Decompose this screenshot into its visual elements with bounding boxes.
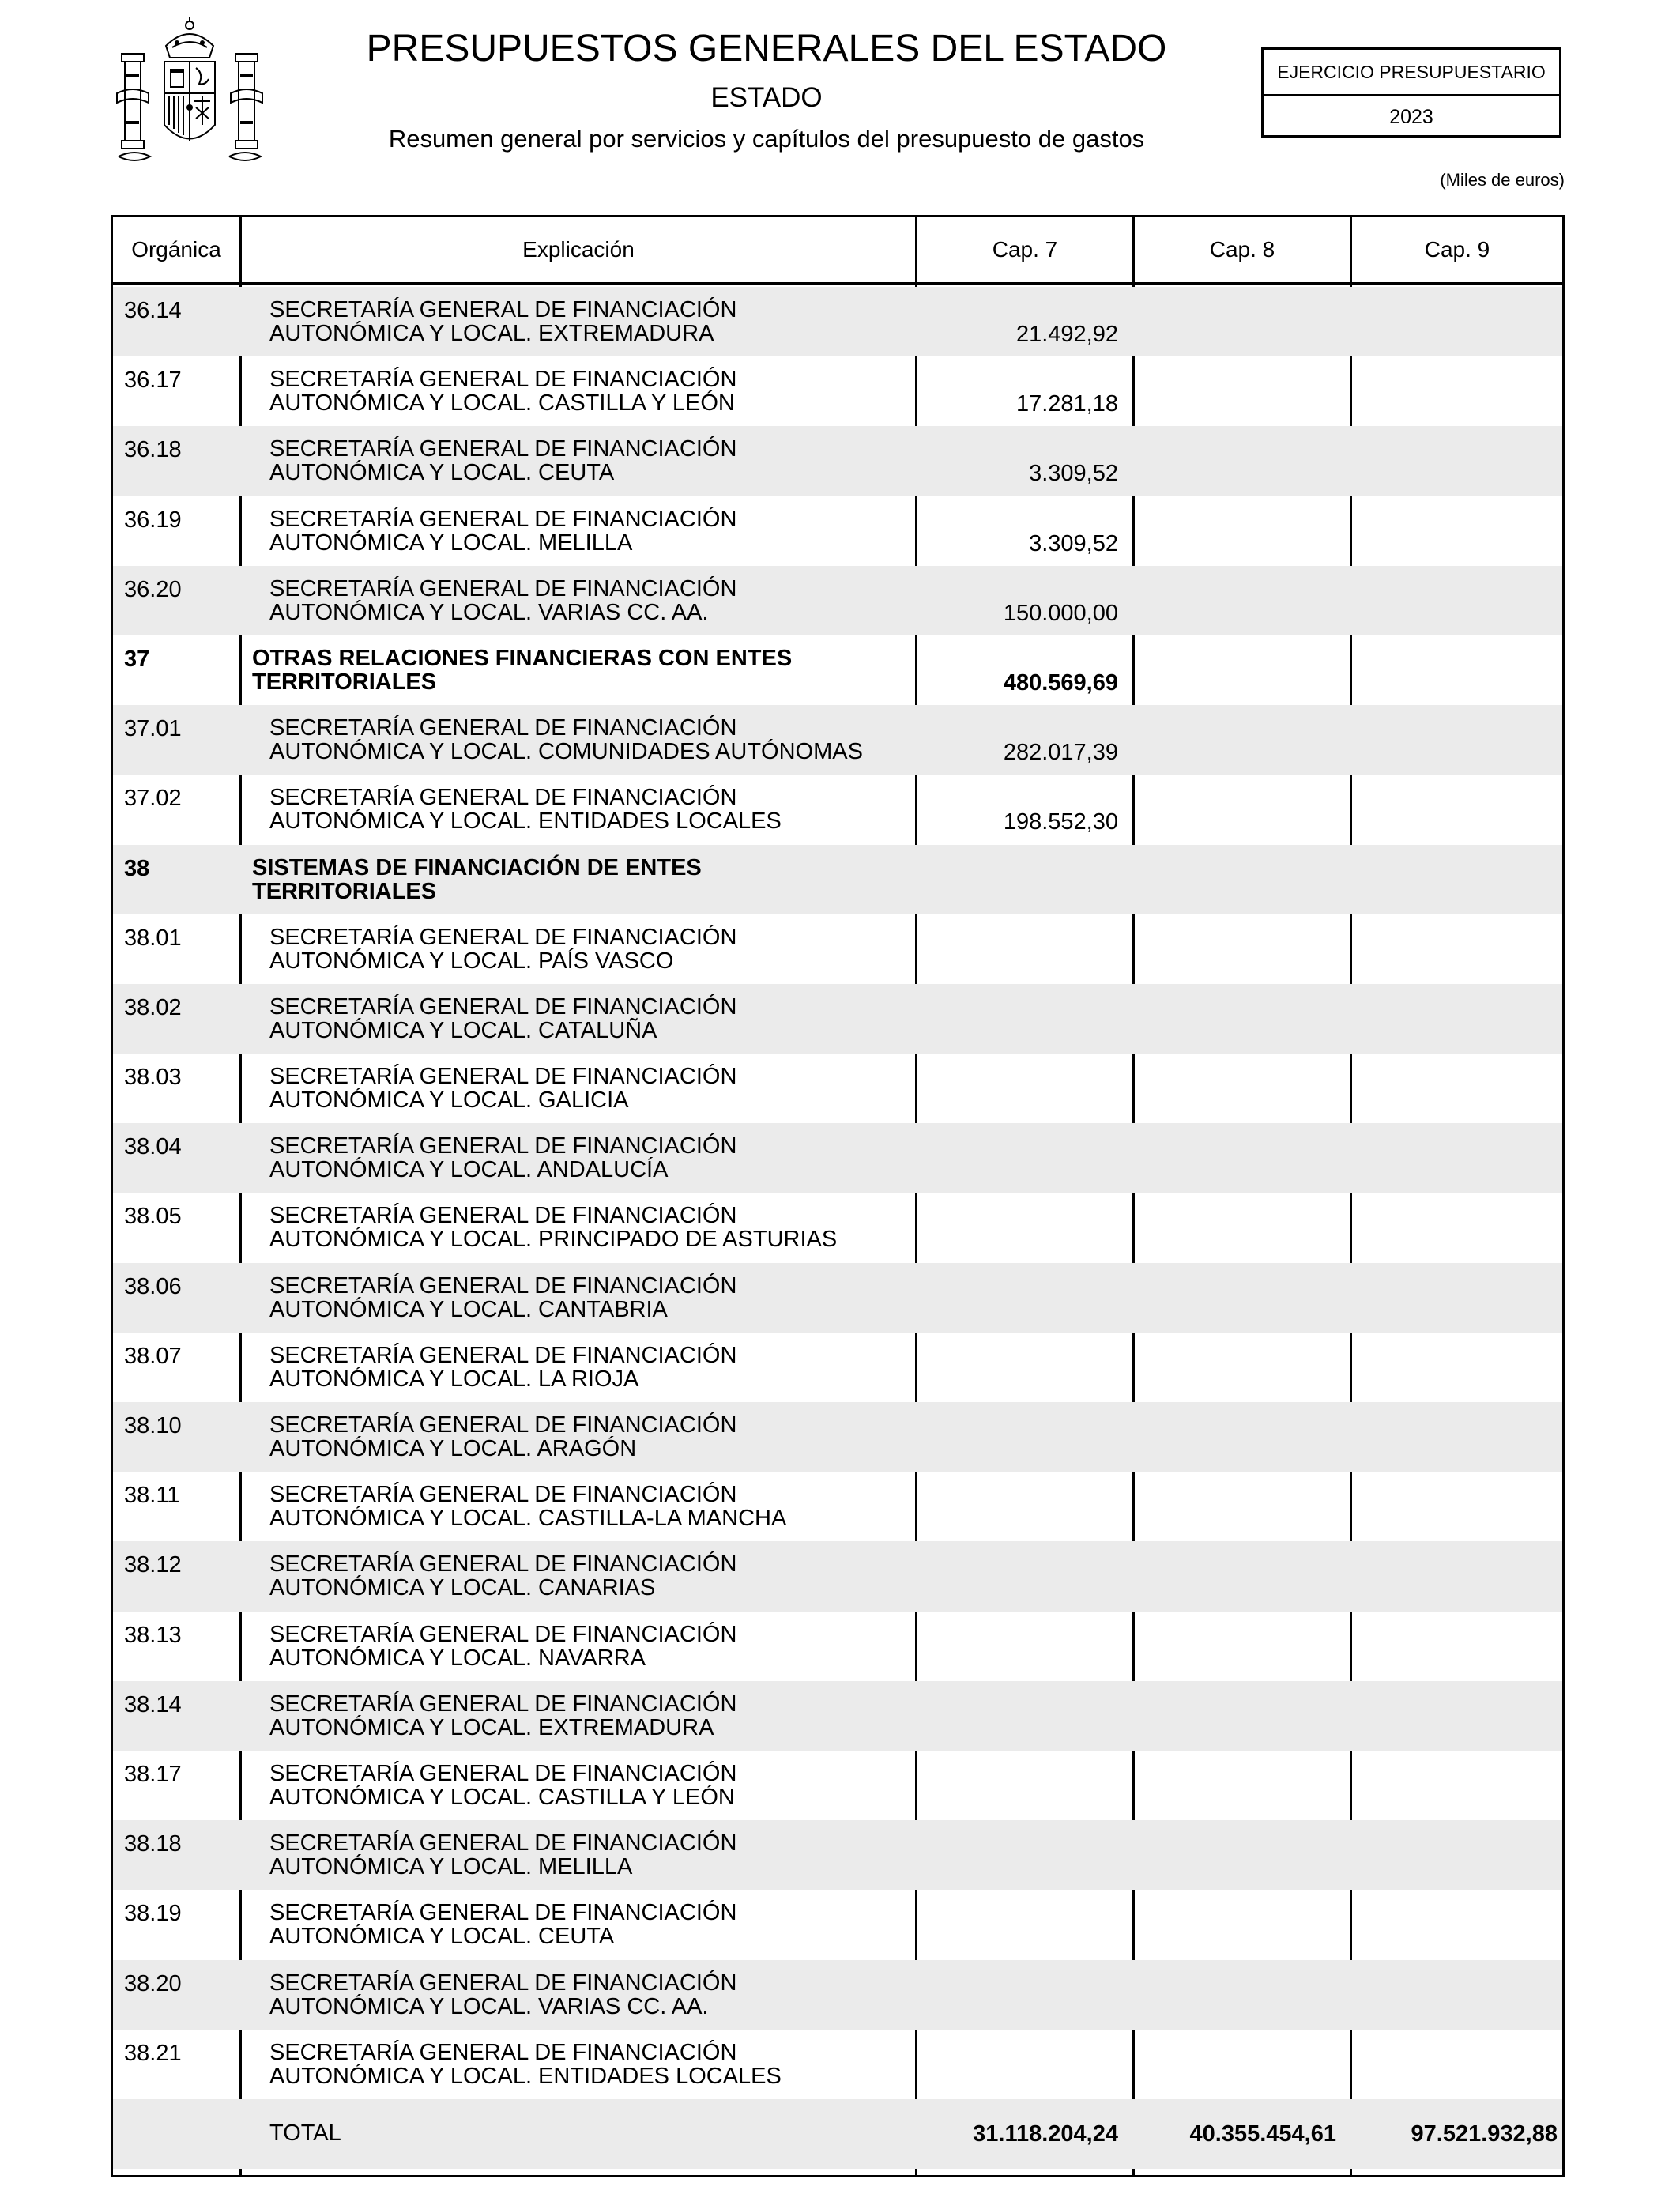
table-row bbox=[113, 1123, 1562, 1193]
explicacion-text: SECRETARÍA GENERAL DE FINANCIACIÓN AUTONÓMICA Y LOCAL. EXTREMADURA bbox=[269, 297, 737, 346]
explicacion-text: OTRAS RELACIONES FINANCIERAS CON ENTES TERRITORIALES bbox=[252, 645, 793, 695]
explicacion-text: SECRETARÍA GENERAL DE FINANCIACIÓN AUTONÓMICA Y LOCAL. PRINCIPADO DE ASTURIAS bbox=[269, 1203, 838, 1253]
organica-code: 38.05 bbox=[124, 1204, 182, 1230]
total-cap7: 31.118.204,24 bbox=[973, 2120, 1118, 2147]
table-row bbox=[113, 984, 1562, 1054]
organica-code: 38.21 bbox=[124, 2040, 182, 2066]
explicacion-text: SECRETARÍA GENERAL DE FINANCIACIÓN AUTONÓMICA Y LOCAL. CANARIAS bbox=[269, 1551, 737, 1601]
column-header-explicacion: Explicación bbox=[522, 237, 635, 262]
cap7-value: 198.552,30 bbox=[1003, 809, 1118, 835]
organica-code: 38.19 bbox=[124, 1901, 182, 1927]
explicacion-text: SECRETARÍA GENERAL DE FINANCIACIÓN AUTONÓMICA Y LOCAL. COMUNIDADES AUTÓNOMAS bbox=[269, 715, 863, 765]
organica-code: 38.01 bbox=[124, 925, 182, 951]
organica-code: 38.03 bbox=[124, 1065, 182, 1091]
total-label: TOTAL bbox=[269, 2120, 341, 2146]
cap7-value: 3.309,52 bbox=[1029, 530, 1118, 556]
table-row bbox=[113, 1472, 1562, 1541]
organica-code: 38.02 bbox=[124, 994, 182, 1020]
organica-code: 38.11 bbox=[124, 1483, 180, 1509]
table-row bbox=[113, 1820, 1562, 1890]
total-cap9: 97.521.932,88 bbox=[1411, 2120, 1558, 2147]
organica-code: 36.14 bbox=[124, 298, 182, 323]
table-row bbox=[113, 356, 1562, 426]
document-header bbox=[332, 24, 1201, 156]
explicacion-text: SISTEMAS DE FINANCIACIÓN DE ENTES TERRITORIALES bbox=[252, 854, 702, 904]
explicacion-text: SECRETARÍA GENERAL DE FINANCIACIÓN AUTONÓMICA Y LOCAL. PAÍS VASCO bbox=[269, 924, 737, 974]
exercise-box bbox=[1261, 47, 1561, 138]
column-header-cap9: Cap. 9 bbox=[1424, 237, 1490, 262]
explicacion-text: SECRETARÍA GENERAL DE FINANCIACIÓN AUTONÓMICA Y LOCAL. VARIAS CC. AA. bbox=[269, 1970, 737, 2019]
explicacion-text: SECRETARÍA GENERAL DE FINANCIACIÓN AUTONÓMICA Y LOCAL. ENTIDADES LOCALES bbox=[269, 2039, 782, 2089]
table-row bbox=[113, 1681, 1562, 1751]
explicacion-text: SECRETARÍA GENERAL DE FINANCIACIÓN AUTONÓMICA Y LOCAL. EXTREMADURA bbox=[269, 1691, 737, 1740]
organica-code: 38.06 bbox=[124, 1273, 182, 1299]
table-row bbox=[113, 1960, 1562, 2030]
organica-code: 38 bbox=[124, 855, 150, 881]
total-cap8: 40.355.454,61 bbox=[1189, 2120, 1336, 2147]
organica-code: 36.17 bbox=[124, 368, 182, 394]
table-row bbox=[113, 914, 1562, 984]
organica-code: 38.12 bbox=[124, 1552, 182, 1578]
total-row bbox=[113, 2099, 1562, 2169]
table-row bbox=[113, 1263, 1562, 1333]
explicacion-text: SECRETARÍA GENERAL DE FINANCIACIÓN AUTONÓMICA Y LOCAL. CEUTA bbox=[269, 1900, 737, 1950]
table-row bbox=[113, 1193, 1562, 1262]
spain-coat-of-arms-icon bbox=[111, 14, 269, 172]
explicacion-text: SECRETARÍA GENERAL DE FINANCIACIÓN AUTONÓMICA Y LOCAL. CEUTA bbox=[269, 436, 737, 486]
explicacion-text: SECRETARÍA GENERAL DE FINANCIACIÓN AUTONÓMICA Y LOCAL. MELILLA bbox=[269, 506, 737, 556]
explicacion-text: SECRETARÍA GENERAL DE FINANCIACIÓN AUTONÓMICA Y LOCAL. CASTILLA Y LEÓN bbox=[269, 1760, 737, 1810]
organica-code: 38.14 bbox=[124, 1691, 182, 1717]
budget-table bbox=[111, 215, 1565, 2177]
organica-code: 38.07 bbox=[124, 1343, 182, 1369]
explicacion-text: SECRETARÍA GENERAL DE FINANCIACIÓN AUTONÓMICA Y LOCAL. MELILLA bbox=[269, 1830, 737, 1880]
table-row bbox=[113, 1402, 1562, 1472]
table-row bbox=[113, 775, 1562, 844]
table-row bbox=[113, 1054, 1562, 1123]
explicacion-text: SECRETARÍA GENERAL DE FINANCIACIÓN AUTONÓMICA Y LOCAL. CASTILLA Y LEÓN bbox=[269, 367, 737, 417]
organica-code: 36.19 bbox=[124, 507, 182, 533]
organica-code: 38.13 bbox=[124, 1622, 182, 1648]
organica-code: 37.02 bbox=[124, 786, 182, 812]
column-header-cap7: Cap. 7 bbox=[992, 237, 1058, 262]
table-header bbox=[113, 217, 1562, 285]
table-row bbox=[113, 1612, 1562, 1681]
table-row bbox=[113, 1333, 1562, 1402]
explicacion-text: SECRETARÍA GENERAL DE FINANCIACIÓN AUTONÓMICA Y LOCAL. VARIAS CC. AA. bbox=[269, 575, 737, 625]
page-title: PRESUPUESTOS GENERALES DEL ESTADO bbox=[366, 28, 1167, 70]
column-header-cap8: Cap. 8 bbox=[1209, 237, 1275, 262]
table-row bbox=[113, 705, 1562, 775]
cap7-value: 21.492,92 bbox=[1015, 322, 1118, 347]
organica-code: 36.20 bbox=[124, 576, 182, 602]
explicacion-text: SECRETARÍA GENERAL DE FINANCIACIÓN AUTONÓMICA Y LOCAL. ENTIDADES LOCALES bbox=[269, 785, 782, 835]
cap7-value: 282.017,39 bbox=[1003, 740, 1118, 766]
table-row bbox=[113, 1751, 1562, 1820]
page-description: Resumen general por servicios y capítulos del presupuesto de gastos bbox=[388, 125, 1145, 153]
explicacion-text: SECRETARÍA GENERAL DE FINANCIACIÓN AUTONÓMICA Y LOCAL. LA RIOJA bbox=[269, 1342, 737, 1392]
cap7-value: 17.281,18 bbox=[1015, 391, 1118, 417]
organica-code: 38.18 bbox=[124, 1831, 182, 1857]
cap7-value: 480.569,69 bbox=[1003, 669, 1118, 696]
table-row bbox=[113, 496, 1562, 566]
column-header-organica: Orgánica bbox=[131, 237, 221, 262]
exercise-label: EJERCICIO PRESUPUESTARIO bbox=[1264, 50, 1559, 96]
cap7-value: 150.000,00 bbox=[1003, 600, 1118, 626]
organica-code: 38.20 bbox=[124, 1970, 182, 1996]
organica-code: 38.17 bbox=[124, 1761, 182, 1787]
explicacion-text: SECRETARÍA GENERAL DE FINANCIACIÓN AUTONÓMICA Y LOCAL. GALICIA bbox=[269, 1064, 737, 1114]
organica-code: 37.01 bbox=[124, 716, 182, 742]
explicacion-text: SECRETARÍA GENERAL DE FINANCIACIÓN AUTONÓMICA Y LOCAL. ANDALUCÍA bbox=[269, 1133, 737, 1183]
table-body bbox=[113, 287, 1562, 2169]
table-group-row bbox=[113, 845, 1562, 914]
table-row bbox=[113, 426, 1562, 496]
organica-code: 37 bbox=[124, 646, 150, 672]
explicacion-text: SECRETARÍA GENERAL DE FINANCIACIÓN AUTONÓMICA Y LOCAL. CATALUÑA bbox=[269, 993, 737, 1043]
organica-code: 38.04 bbox=[124, 1134, 182, 1160]
explicacion-text: SECRETARÍA GENERAL DE FINANCIACIÓN AUTONÓMICA Y LOCAL. CANTABRIA bbox=[269, 1272, 737, 1322]
cap7-value: 3.309,52 bbox=[1029, 461, 1118, 487]
table-row bbox=[113, 287, 1562, 356]
organica-code: 38.10 bbox=[124, 1413, 182, 1438]
table-row bbox=[113, 1890, 1562, 1959]
organica-code: 36.18 bbox=[124, 437, 182, 463]
table-row bbox=[113, 1541, 1562, 1611]
page-subtitle: ESTADO bbox=[710, 82, 823, 113]
units-note: (Miles de euros) bbox=[1440, 170, 1565, 190]
table-row bbox=[113, 2030, 1562, 2099]
explicacion-text: SECRETARÍA GENERAL DE FINANCIACIÓN AUTONÓMICA Y LOCAL. ARAGÓN bbox=[269, 1412, 737, 1461]
exercise-year: 2023 bbox=[1389, 106, 1433, 128]
explicacion-text: SECRETARÍA GENERAL DE FINANCIACIÓN AUTONÓMICA Y LOCAL. NAVARRA bbox=[269, 1621, 737, 1671]
table-row bbox=[113, 566, 1562, 635]
table-group-row bbox=[113, 635, 1562, 705]
explicacion-text: SECRETARÍA GENERAL DE FINANCIACIÓN AUTONÓMICA Y LOCAL. CASTILLA-LA MANCHA bbox=[269, 1482, 787, 1532]
